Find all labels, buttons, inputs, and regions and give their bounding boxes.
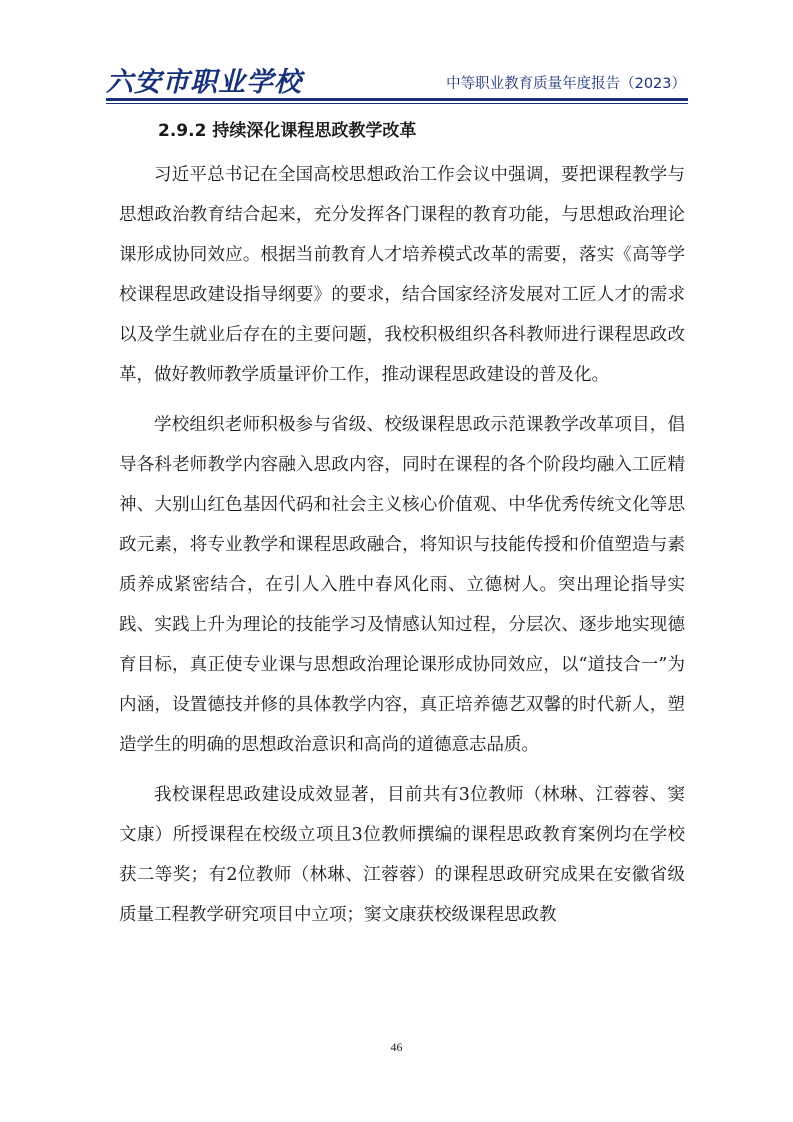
- header-rule-thin: [106, 103, 688, 104]
- paragraph-3: 我校课程思政建设成效显著，目前共有3位教师（林琳、江蓉蓉、窦文康）所授课程在校级立项且3位教师撰编的课程思政教育案例均在学校获二等奖；有2位教师（林琳、江蓉蓉）的课程思政研究成果在安徽省级质量工程教学研究项目中立项；窦文康获校级课程思政教: [119, 785, 685, 925]
- page-header: [106, 58, 686, 98]
- report-title: 中等职业教育质量年度报告（2023）: [446, 76, 686, 92]
- paragraph-1: 习近平总书记在全国高校思想政治工作会议中强调，要把课程教学与思想政治教育结合起来，充分发挥各门课程的教育功能，与思想政治理论课形成协同效应。根据当前教育人才培养模式改革的需要，落实《高等学校课程思政建设指导纲要》的要求，结合国家经济发展对工匠人才的需求以及学生就业后存在的主要问题，我校积极组织各科教师进行课程思政改革，做好教师教学质量评价工作，推动课程思政建设的普及化。: [119, 165, 685, 385]
- header-rule: [106, 98, 688, 101]
- body-text: [119, 155, 685, 935]
- school-logo-text: 六安市职业学校: [106, 67, 302, 98]
- paragraph-2: 学校组织老师积极参与省级、校级课程思政示范课教学改革项目，倡导各科老师教学内容融入思政内容，同时在课程的各个阶段均融入工匠精神、大别山红色基因代码和社会主义核心价值观、中华优秀传统文化等思政元素，将专业教学和课程思政融合，将知识与技能传授和价值塑造与素质养成紧密结合，在引人入胜中春风化雨、立德树人。突出理论指导实践、实践上升为理论的技能学习及情感认知过程，分层次、逐步地实现德育目标，真正使专业课与思想政治理论课形成协同效应，以“道技合一”为内涵，设置德技并修的具体教学内容，真正培养德艺双馨的时代新人，塑造学生的明确的思想政治意识和高尚的道德意志品质。: [119, 415, 685, 755]
- page-number: 46: [390, 1040, 403, 1054]
- section-heading: 2.9.2 持续深化课程思政教学改革: [158, 121, 417, 141]
